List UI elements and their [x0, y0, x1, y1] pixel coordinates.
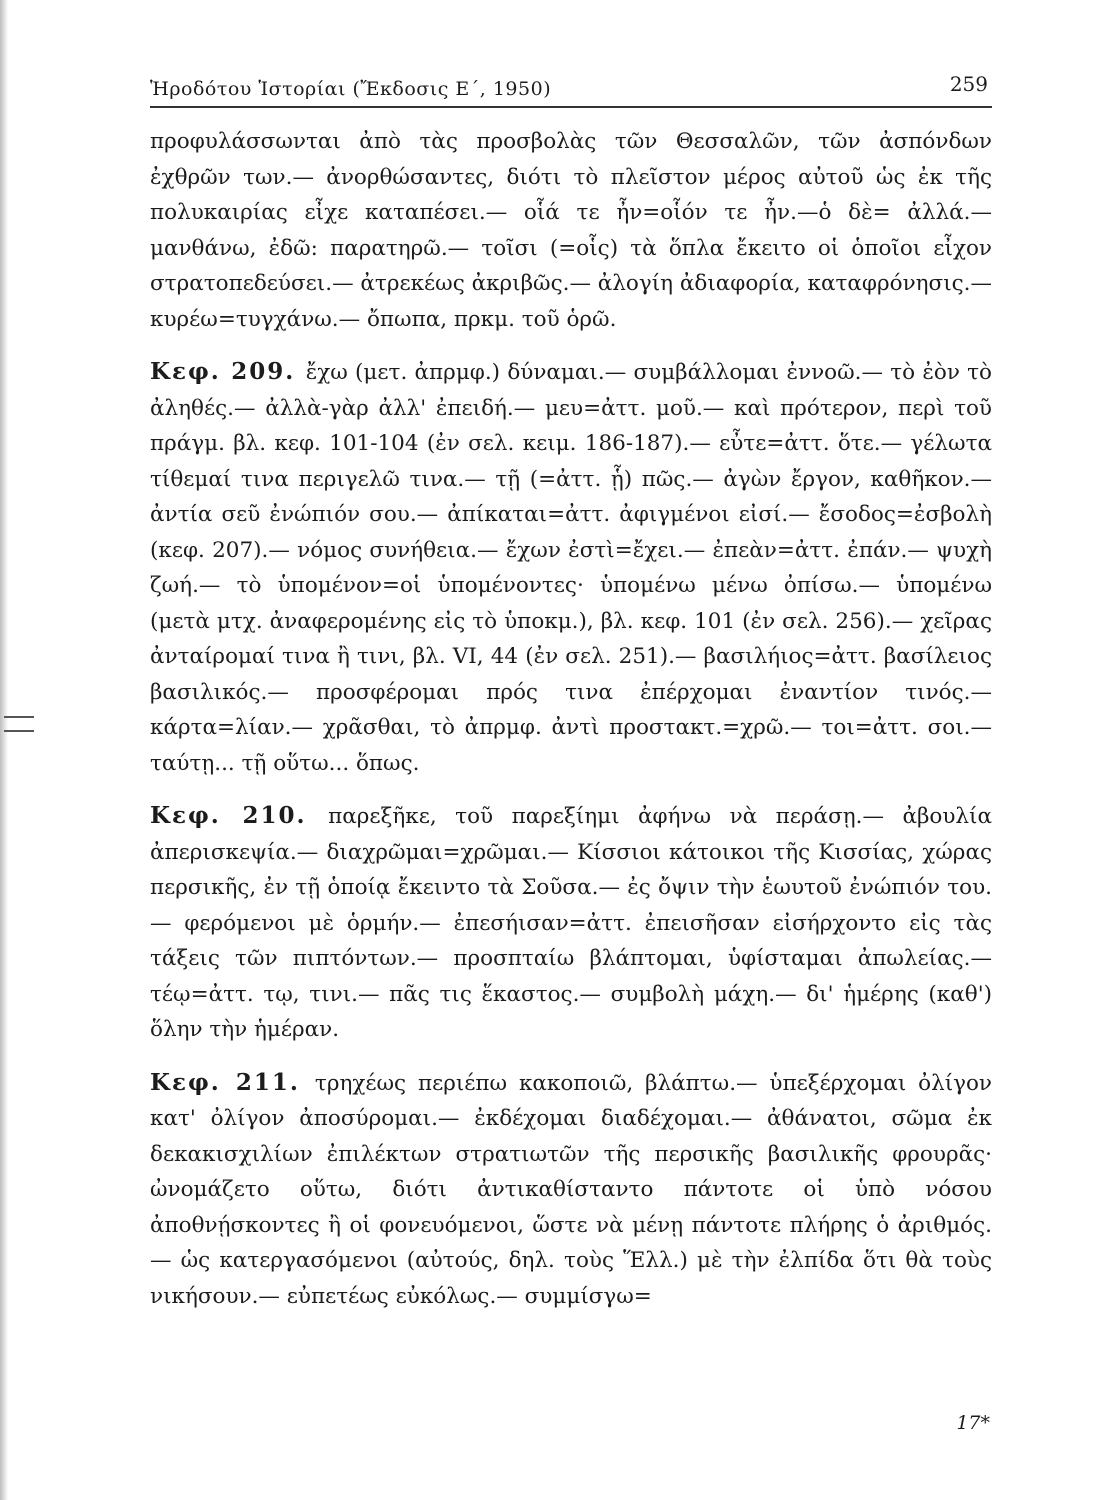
paragraph-chapter-211 [150, 1065, 992, 1315]
paragraph-chapter-209 [150, 354, 992, 781]
signature-mark: 17* [956, 1412, 990, 1434]
margin-mark [4, 716, 34, 732]
paragraph-text: προφυλάσσωνται ἀπὸ τὰς προσβολὰς τῶν Θεσσαλῶν, τῶν ἀσπόνδων ἐχθρῶν των.— ἀνορθώσαντες, διότι τὸ πλεῖστον μέρος αὐτοῦ ὡς ἐκ τῆς πολυκαιρίας εἶχε καταπέσει.— οἷά τε ἦν=οἷόν τε ἦν.—ὁ δὲ= ἀλλά.— μανθάνω, ἐδῶ: παρατηρῶ.— τοῖσι (=οἷς) τὰ ὅπλα ἔκειτο οἱ ὁποῖοι εἶχον στρατοπεδεύσει.— ἀτρεκέως ἀκριβῶς.— ἀλογίη ἀδιαφορία, καταφρόνησις.— κυρέω=τυγχάνω.— ὄπωπα, πρκμ. τοῦ ὁρῶ. [150, 129, 992, 332]
page-body [150, 124, 992, 1314]
paragraph-continuation [150, 124, 992, 337]
chapter-heading: Κεφ. 209. [150, 358, 306, 385]
paragraph-text: παρεξῆκε, τοῦ παρεξίημι ἀφήνω νὰ περάσῃ.— ἀβουλία ἀπερισκεψία.— διαχρῶμαι=χρῶμαι.— Κίσσιοι κάτοικοι τῆς Κισσίας, χώρας περσικῆς, ἐν τῇ ὁποίᾳ ἔκειντο τὰ Σοῦσα.— ἐς ὄψιν τὴν ἑωυτοῦ ἐνώπιόν του.— φερόμενοι μὲ ὁρμήν.— ἐπεσήισαν=ἀττ. ἐπεισῆσαν εἰσήρχοντο εἰς τὰς τάξεις τῶν πιπτόντων.— προσπταίω βλάπτομαι, ὑφίσταμαι ἀπωλείας.— τέῳ=ἀττ. τῳ, τινι.— πᾶς τις ἕκαστος.— συμβολὴ μάχη.— δι' ἡμέρης (καθ') ὅλην τὴν ἡμέραν. [150, 804, 992, 1042]
page-header [150, 72, 992, 108]
page-number: 259 [949, 72, 988, 96]
running-head: Ἡροδότου Ἱστορίαι (Ἔκδοσις Ε΄, 1950) [150, 78, 552, 100]
chapter-heading: Κεφ. 211. [150, 1068, 315, 1096]
paragraph-text: ἔχω (μετ. ἀπρμφ.) δύναμαι.— συμβάλλομαι ἐννοῶ.— τὸ ἐὸν τὸ ἀληθές.— ἀλλὰ-γὰρ ἀλλ' ἐπειδή.— μευ=ἀττ. μοῦ.— καὶ πρότερον, περὶ τοῦ πράγμ. βλ. κεφ. 101-104 (ἐν σελ. κειμ. 186-187).— εὖτε=ἀττ. ὅτε.— γέλωτα τίθεμαί τινα περιγελῶ τινα.— τῇ (=ἀττ. ᾗ) πῶς.— ἀγὼν ἔργον, καθῆκον.— ἀντία σεῦ ἐνώπιόν σου.— ἀπίκαται=ἀττ. ἀφιγμένοι εἰσί.— ἔσοδος=ἐσβολὴ (κεφ. 207).— νόμος συνήθεια.— ἔχων ἐστὶ=ἔχει.— ἐπεὰν=ἀττ. ἐπάν.— ψυχὴ ζωή.— τὸ ὑπομένον=οἱ ὑπομένοντες· ὑπομένω μένω ὀπίσω.— ὑπομένω (μετὰ μτχ. ἀναφερομένης εἰς τὸ ὑποκμ.), βλ. κεφ. 101 (ἐν σελ. 256).— χεῖρας ἀνταίρομαί τινα ἢ τινι, βλ. VI, 44 (ἐν σελ. 251).— βασιλήιος=ἀττ. βασίλειος βασιλικός.— προσφέρομαι πρός τινα ἐπέρχομαι ἐναντίον τινός.— κάρτα=λίαν.— χρᾶσθαι, τὸ ἀπρμφ. ἀντὶ προστακτ.=χρῶ.— τοι=ἀττ. σοι.— ταύτῃ... τῇ οὕτω... ὅπως. [150, 360, 992, 776]
paragraph-chapter-210 [150, 798, 992, 1048]
chapter-heading: Κεφ. 210. [150, 802, 329, 829]
scan-edge-shadow [0, 0, 8, 1500]
paragraph-text: τρηχέως περιέπω κακοποιῶ, βλάπτω.— ὑπεξέρχομαι ὀλίγον κατ' ὀλίγον ἀποσύρομαι.— ἐκδέχομαι διαδέχομαι.— ἀθάνατοι, σῶμα ἐκ δεκακισχιλίων ἐπιλέκτων στρατιωτῶν τῆς περσικῆς βασιλικῆς φρουρᾶς· ὠνομάζετο οὕτω, διότι ἀντικαθίσταντο πάντοτε οἱ ὑπὸ νόσου ἀποθνῄσκοντες ἢ οἱ φονευόμενοι, ὥστε νὰ μένῃ πάντοτε πλήρης ὁ ἀριθμός.— ὡς κατεργασόμενοι (αὐτούς, δηλ. τοὺς Ἕλλ.) μὲ τὴν ἐλπίδα ὅτι θὰ τοὺς νικήσουν.— εὐπετέως εὐκόλως.— συμμίσγω= [150, 1070, 993, 1309]
